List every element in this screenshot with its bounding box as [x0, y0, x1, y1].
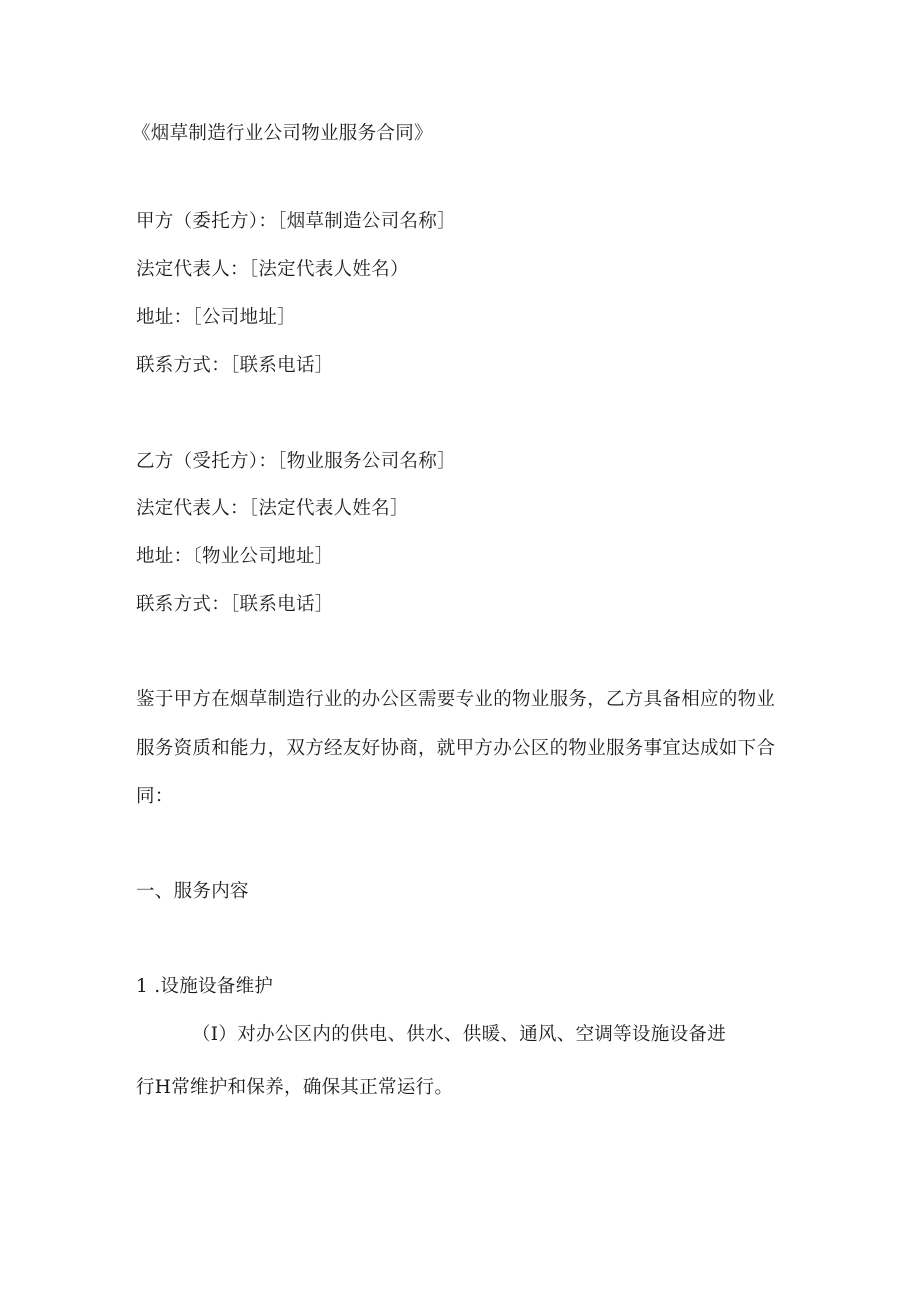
preamble-line: 服务资质和能力，双方经友好协商，就甲方办公区的物业服务事宜达成如下合 — [136, 738, 776, 759]
party-a-representative: 法定代表人：［法定代表人姓名） — [136, 259, 409, 280]
preamble-line: 鉴于甲方在烟草制造行业的办公区需要专业的物业服务，乙方具备相应的物业 — [136, 689, 776, 710]
party-a-name: 甲方（委托方）：［烟草制造公司名称］ — [136, 211, 456, 232]
party-b-address: 地址：〔物业公司地址］ — [136, 546, 334, 567]
party-b-name: 乙方（受托方）：［物业服务公司名称］ — [136, 451, 456, 472]
item-text-line: （I）对办公区内的供电、供水、供暖、通风、空调等设施设备进 — [192, 1024, 727, 1045]
party-a-address: 地址：［公司地址］ — [136, 307, 296, 328]
party-a-contact: 联系方式：［联系电话］ — [136, 355, 334, 376]
preamble-line: 同： — [136, 786, 174, 807]
section-heading: 一、服务内容 — [136, 881, 249, 902]
party-b-representative: 法定代表人：［法定代表人姓名］ — [136, 498, 409, 519]
document-title: 《烟草制造行业公司物业服务合同》 — [132, 123, 433, 144]
item-text-line: 行H常维护和保养，确保其正常运行。 — [136, 1077, 454, 1098]
item-heading: 1 .设施设备维护 — [136, 976, 274, 997]
party-b-contact: 联系方式：［联系电话］ — [136, 594, 334, 615]
